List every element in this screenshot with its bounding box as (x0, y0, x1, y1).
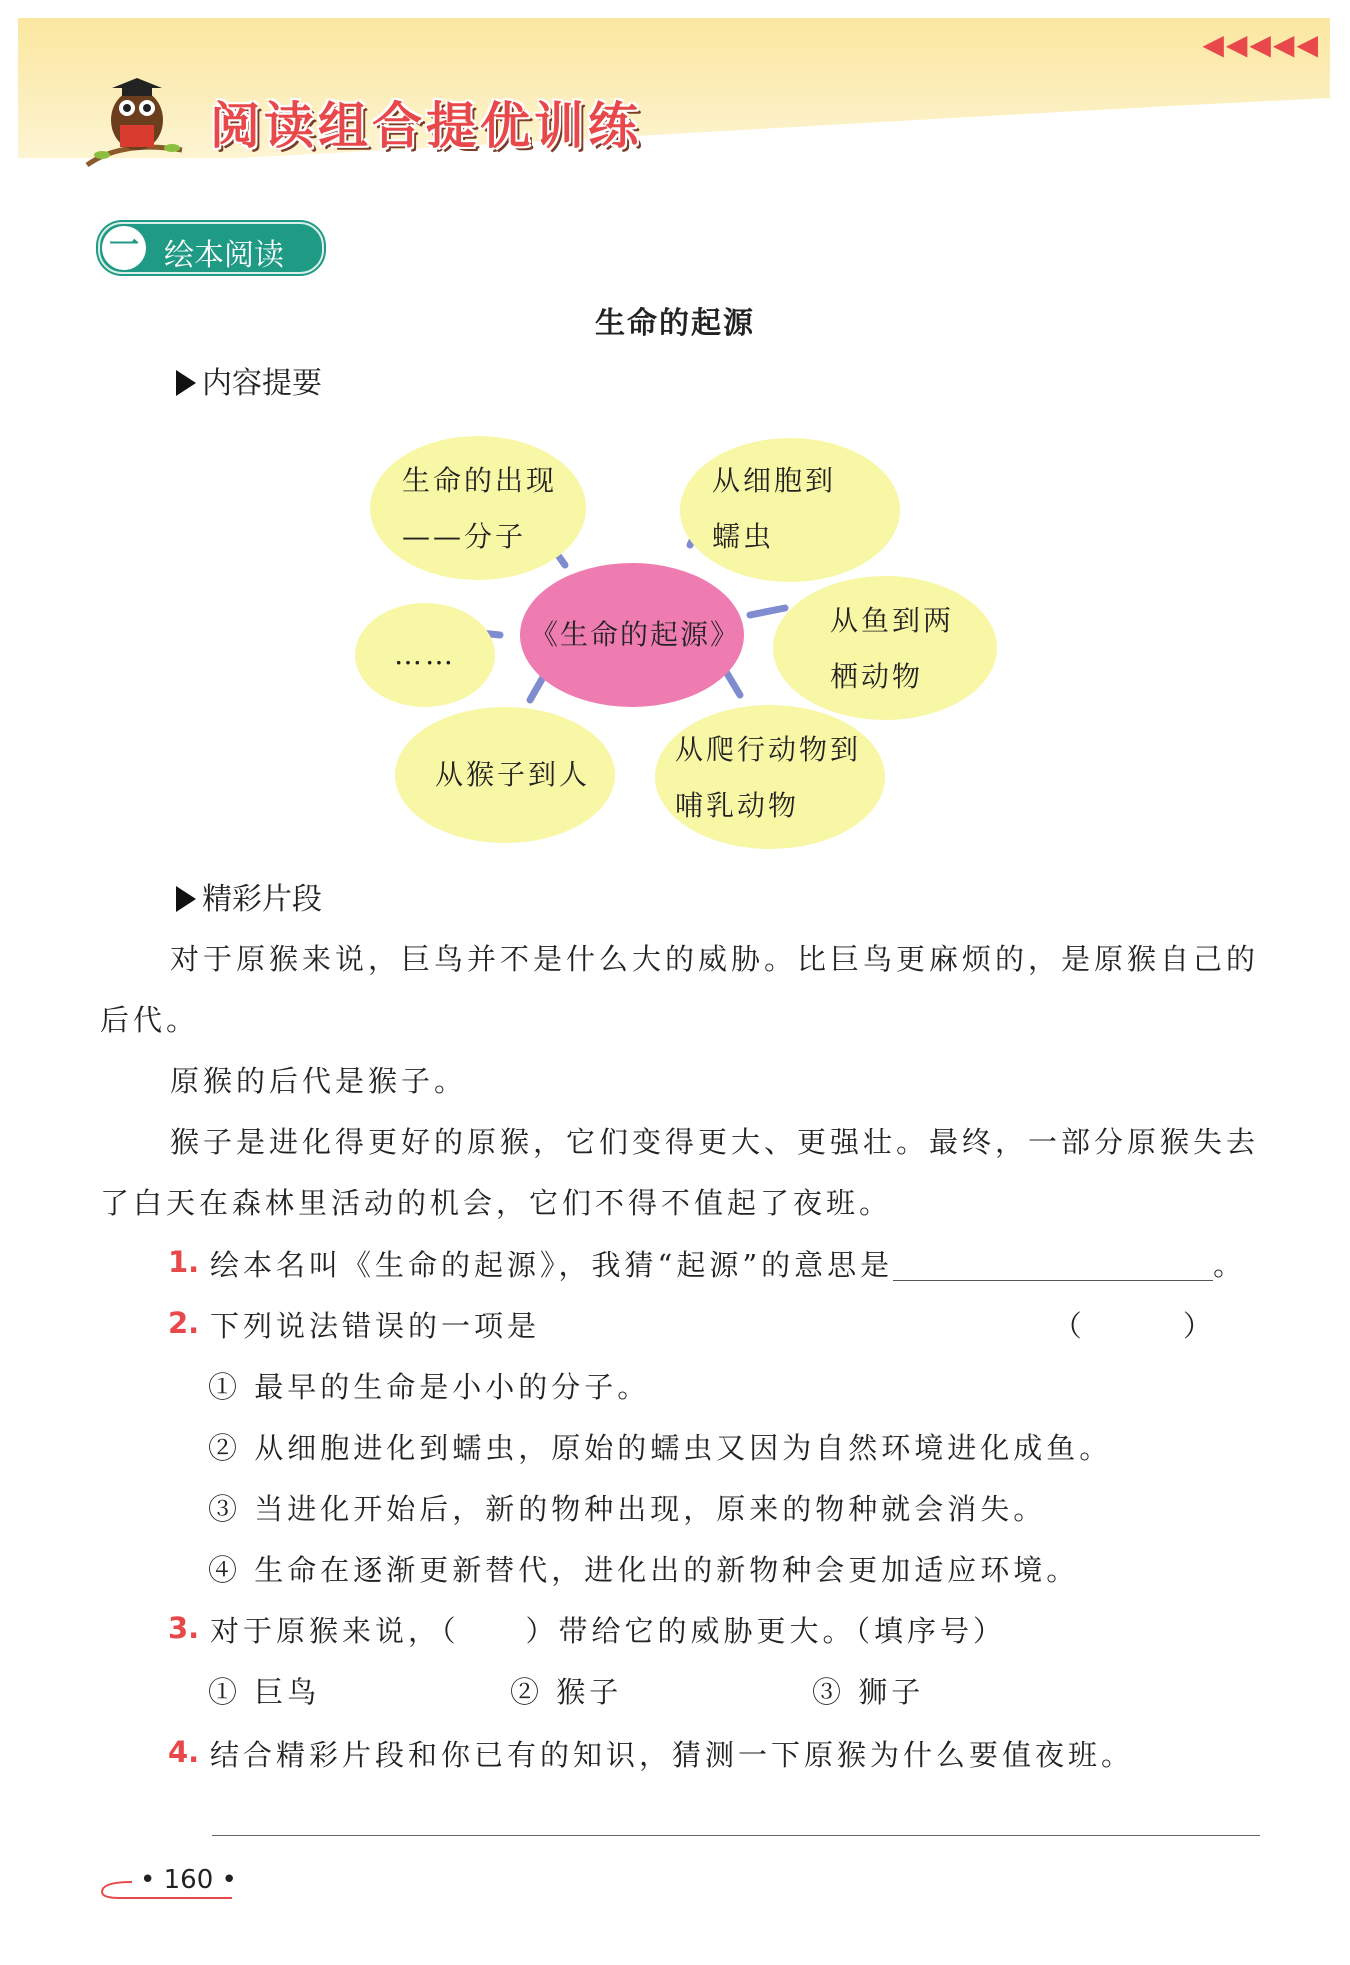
option: ③ 狮子 (812, 1675, 925, 1709)
answer-blank[interactable] (893, 1250, 1213, 1281)
section-text: 绘本阅读 (164, 238, 284, 273)
summary-heading-text: 内容提要 (202, 366, 322, 401)
section-label (98, 222, 324, 274)
mindmap-node: …… (394, 638, 456, 671)
excerpt-paragraph: 猴子是进化得更好的原猴，它们变得更大、更强壮。最终，一部分原猴失去了白天在森林里活动的机会，它们不得不值起了夜班。 (100, 1125, 1260, 1220)
page-number: • 160 • (140, 1865, 237, 1895)
answer-parentheses[interactable]: （ ） (1052, 1309, 1258, 1343)
question-2-text: 下列说法错误的一项是 (210, 1309, 541, 1343)
answer-line[interactable] (212, 1835, 1260, 1836)
mindmap-node: 从爬行动物到 哺乳动物 (675, 733, 862, 822)
question-number: 4. (168, 1735, 200, 1769)
section-number: 一 (102, 226, 146, 270)
owl-mascot-icon (82, 70, 192, 170)
excerpt-paragraph: 对于原猴来说，巨鸟并不是什么大的威胁。比巨鸟更麻烦的，是原猴自己的后代。 (100, 942, 1260, 1037)
excerpt-heading-text: 精彩片段 (202, 882, 322, 917)
summary-heading (176, 358, 322, 402)
question-3-text[interactable]: 对于原猴来说，（ ）带给它的威胁更大。（填序号） (210, 1614, 1007, 1648)
banner-arrows: ◀◀◀◀◀ (1202, 28, 1320, 61)
triangle-bullet-icon (176, 886, 196, 912)
content-mindmap (340, 425, 1020, 865)
option: ② 从细胞进化到蠕虫，原始的蠕虫又因为自然环境进化成鱼。 (208, 1431, 1113, 1465)
mindmap-node: 从鱼到两 栖动物 (830, 604, 955, 693)
option: ③ 当进化开始后，新的物种出现，原来的物种就会消失。 (208, 1492, 1047, 1526)
question-number: 2. (168, 1306, 200, 1340)
option: ① 巨鸟 (208, 1675, 321, 1709)
mindmap-node: 生命的出现 ——分子 (402, 464, 558, 553)
question-4-text: 结合精彩片段和你已有的知识，猜测一下原猴为什么要值夜班。 (210, 1738, 1135, 1772)
excerpt-heading (176, 874, 322, 918)
question-1: 绘本名叫《生命的起源》，我猜“起源”的意思是 。 (210, 1248, 1247, 1282)
question-number: 3. (168, 1611, 200, 1645)
excerpt-paragraph: 原猴的后代是猴子。 (170, 1064, 468, 1098)
article-title: 生命的起源 (595, 306, 755, 341)
option: ① 最早的生命是小小的分子。 (208, 1370, 651, 1404)
triangle-bullet-icon (176, 370, 196, 396)
question-number: 1. (168, 1245, 200, 1279)
mindmap-node: 从细胞到 蠕虫 (712, 464, 837, 553)
mindmap-node: 从猴子到人 (435, 758, 591, 791)
option: ④ 生命在逐渐更新替代，进化出的新物种会更加适应环境。 (208, 1553, 1080, 1587)
mindmap-center-node: 《生命的起源》 (530, 618, 741, 651)
page-header-title: 阅读组合提优训练 (210, 97, 642, 155)
option: ② 猴子 (510, 1675, 623, 1709)
